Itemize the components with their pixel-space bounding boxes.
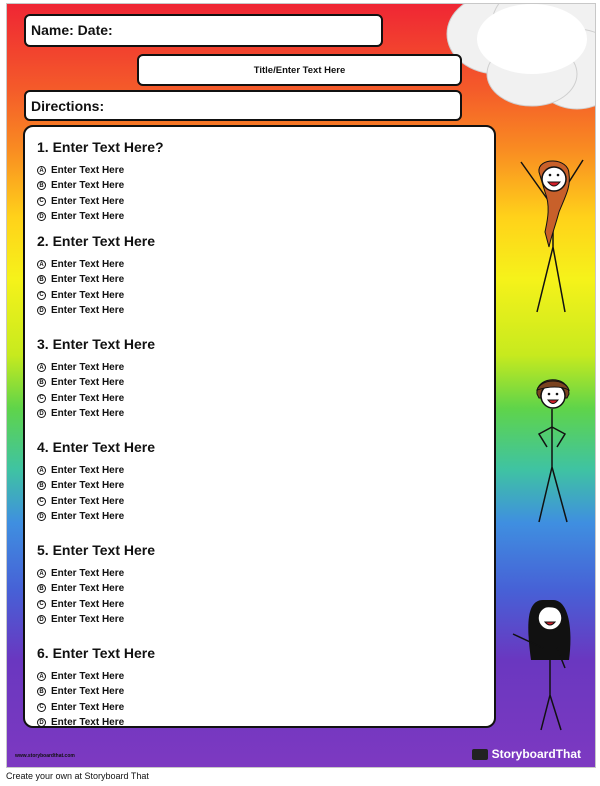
option-letter-circle: D <box>37 306 46 315</box>
option-letter-circle: B <box>37 481 46 490</box>
storyboard-logo-icon <box>472 749 488 760</box>
option-text: Enter Text Here <box>51 305 125 317</box>
option-letter-circle: A <box>37 672 46 681</box>
name-date-label: Name: Date: <box>31 22 113 38</box>
option-text: Enter Text Here <box>51 180 125 192</box>
directions-field[interactable] <box>24 90 462 121</box>
option-letter-circle: A <box>37 166 46 175</box>
question-block <box>37 439 155 524</box>
answer-option[interactable] <box>37 612 155 627</box>
option-letter-circle: B <box>37 378 46 387</box>
answer-option[interactable] <box>37 684 155 699</box>
option-letter-circle: D <box>37 718 46 727</box>
option-letter-circle: C <box>37 703 46 712</box>
option-text: Enter Text Here <box>51 211 125 223</box>
option-letter-circle: C <box>37 497 46 506</box>
option-letter-circle: C <box>37 197 46 206</box>
option-text: Enter Text Here <box>51 480 125 492</box>
answer-option[interactable] <box>37 700 155 715</box>
questions-panel <box>23 125 496 728</box>
question-title[interactable]: 5. Enter Text Here <box>37 542 156 558</box>
option-text: Enter Text Here <box>51 686 125 698</box>
option-letter-circle: D <box>37 615 46 624</box>
answer-option[interactable] <box>37 581 155 596</box>
answer-option[interactable] <box>37 288 155 303</box>
option-letter-circle: B <box>37 181 46 190</box>
answer-option[interactable] <box>37 715 155 730</box>
answer-option[interactable] <box>37 375 155 390</box>
create-your-own-link[interactable]: Create your own at Storyboard That <box>6 771 149 781</box>
option-letter-circle: C <box>37 600 46 609</box>
option-text: Enter Text Here <box>51 195 125 207</box>
option-text: Enter Text Here <box>51 259 125 271</box>
option-text: Enter Text Here <box>51 511 125 523</box>
question-block <box>37 139 164 224</box>
question-title[interactable]: 4. Enter Text Here <box>37 439 156 455</box>
answer-option[interactable] <box>37 597 155 612</box>
option-text: Enter Text Here <box>51 362 125 374</box>
stick-figure-redhead-icon <box>507 152 596 317</box>
option-letter-circle: B <box>37 275 46 284</box>
option-text: Enter Text Here <box>51 701 125 713</box>
option-letter-circle: A <box>37 466 46 475</box>
option-text: Enter Text Here <box>51 583 125 595</box>
option-text: Enter Text Here <box>51 598 125 610</box>
answer-option[interactable] <box>37 494 155 509</box>
option-text: Enter Text Here <box>51 614 125 626</box>
answer-option[interactable] <box>37 478 155 493</box>
option-text: Enter Text Here <box>51 274 125 286</box>
option-text: Enter Text Here <box>51 495 125 507</box>
directions-label: Directions: <box>31 98 105 114</box>
answer-option[interactable] <box>37 257 155 272</box>
option-letter-circle: D <box>37 409 46 418</box>
option-text: Enter Text Here <box>51 568 125 580</box>
answer-option[interactable] <box>37 360 155 375</box>
answer-option[interactable] <box>37 669 155 684</box>
option-letter-circle: D <box>37 212 46 221</box>
option-letter-circle: A <box>37 569 46 578</box>
name-date-field[interactable] <box>24 14 383 47</box>
option-text: Enter Text Here <box>51 289 125 301</box>
question-block <box>37 336 155 421</box>
option-text: Enter Text Here <box>51 377 125 389</box>
question-title[interactable]: 3. Enter Text Here <box>37 336 156 352</box>
option-text: Enter Text Here <box>51 671 125 683</box>
answer-option[interactable] <box>37 272 155 287</box>
option-letter-circle: A <box>37 363 46 372</box>
option-letter-circle: B <box>37 584 46 593</box>
question-block <box>37 233 155 318</box>
option-letter-circle: D <box>37 512 46 521</box>
title-placeholder: Title/Enter Text Here <box>253 64 346 76</box>
option-text: Enter Text Here <box>51 408 125 420</box>
option-letter-circle: C <box>37 394 46 403</box>
option-letter-circle: B <box>37 687 46 696</box>
answer-option[interactable] <box>37 566 155 581</box>
title-field[interactable] <box>137 54 462 86</box>
answer-option[interactable] <box>37 391 155 406</box>
answer-option[interactable] <box>37 406 155 421</box>
option-letter-circle: A <box>37 260 46 269</box>
question-title[interactable]: 2. Enter Text Here <box>37 233 156 249</box>
answer-option[interactable] <box>37 303 155 318</box>
logo-text: StoryboardThat <box>491 747 581 761</box>
question-title[interactable]: 1. Enter Text Here? <box>37 139 164 155</box>
question-block <box>37 542 155 627</box>
option-text: Enter Text Here <box>51 392 125 404</box>
stick-figure-black-hair-icon <box>505 590 590 735</box>
option-text: Enter Text Here <box>51 717 125 729</box>
answer-option[interactable] <box>37 509 155 524</box>
answer-option[interactable] <box>37 463 155 478</box>
question-title[interactable]: 6. Enter Text Here <box>37 645 156 661</box>
worksheet-page <box>6 3 596 768</box>
option-letter-circle: C <box>37 291 46 300</box>
option-text: Enter Text Here <box>51 165 125 177</box>
option-text: Enter Text Here <box>51 465 125 477</box>
answer-option[interactable] <box>37 194 164 209</box>
question-block <box>37 645 155 730</box>
storyboardthat-logo <box>472 747 581 761</box>
answer-option[interactable] <box>37 209 164 224</box>
answer-option[interactable] <box>37 163 164 178</box>
footer-url: www.storyboardthat.com <box>15 753 75 759</box>
stick-figure-brown-hair-icon <box>519 372 589 527</box>
answer-option[interactable] <box>37 178 164 193</box>
